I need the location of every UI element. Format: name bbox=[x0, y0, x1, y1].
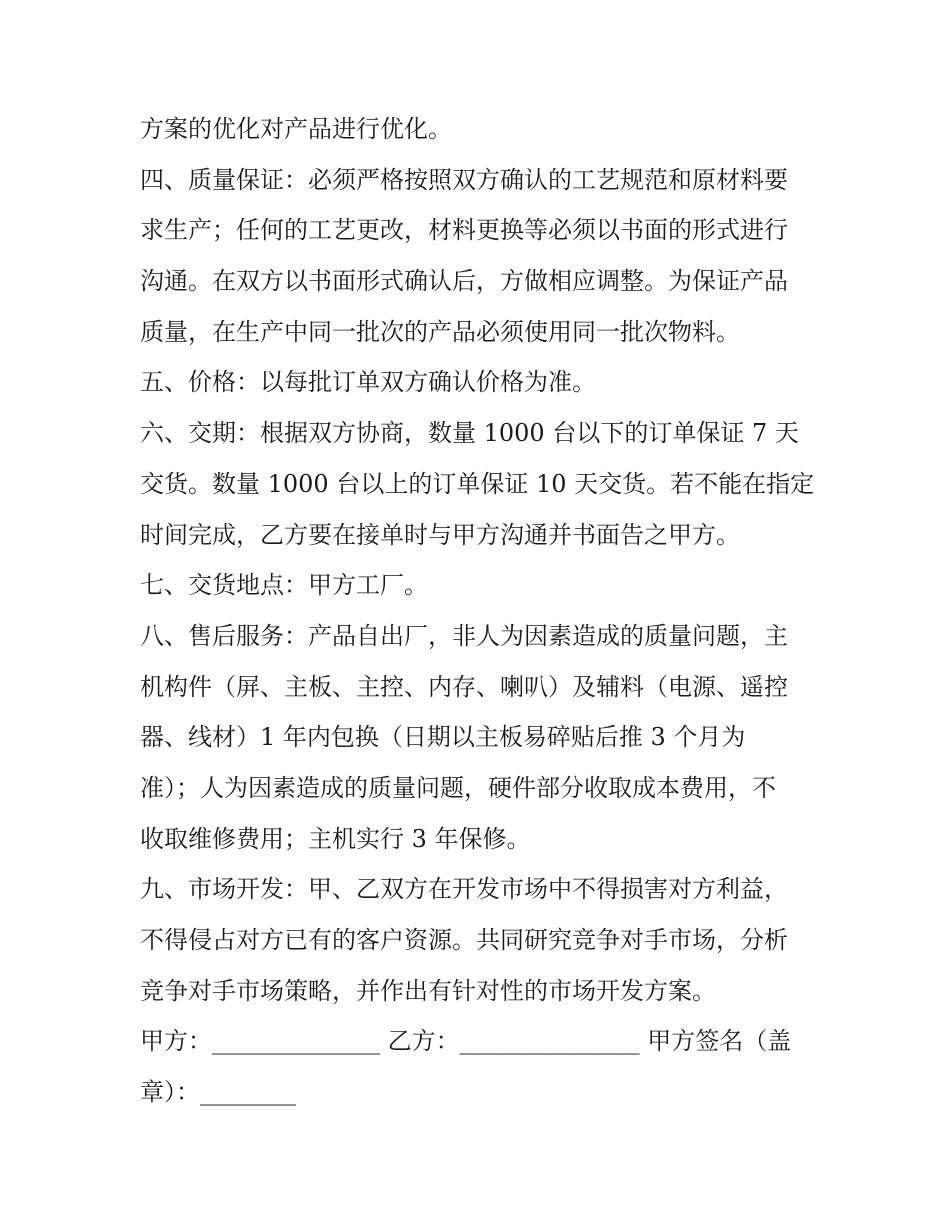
text-line: 交货。数量 1000 台以上的订单保证 10 天交货。若不能在指定 bbox=[140, 469, 815, 498]
section-seven-location: 七、交货地点：甲方工厂。 bbox=[140, 571, 428, 600]
text-line: 求生产；任何的工艺更改，材料更换等必须以书面的形式进行 bbox=[140, 216, 788, 245]
section-nine-market: 九、市场开发：甲、乙双方在开发市场中不得损害对方利益， bbox=[140, 875, 788, 904]
text-line: 竞争对手市场策略，并作出有针对性的市场开发方案。 bbox=[140, 976, 716, 1005]
text-line: 时间完成，乙方要在接单时与甲方沟通并书面告之甲方。 bbox=[140, 520, 740, 549]
text-line: 不得侵占对方已有的客户资源。共同研究竞争对手市场，分析 bbox=[140, 926, 788, 954]
section-six-delivery: 六、交期：根据双方协商，数量 1000 台以下的订单保证 7 天 bbox=[140, 419, 799, 448]
text-line: 收取维修费用；主机实行 3 年保修。 bbox=[140, 824, 531, 853]
document-body bbox=[140, 104, 820, 1118]
text-line: 准）；人为因素造成的质量问题，硬件部分收取成本费用，不 bbox=[140, 773, 776, 802]
signature-line: 甲方：______________ 乙方：_______________ 甲方签名（盖 bbox=[140, 1027, 792, 1056]
section-five-price: 五、价格：以每批订单双方确认价格为准。 bbox=[140, 368, 596, 397]
text-line: 机构件（屏、主板、主控、内存、喇叭）及辅料（电源、遥控 bbox=[140, 672, 788, 701]
text-line: 方案的优化对产品进行优化。 bbox=[140, 115, 452, 143]
section-eight-after-sales: 八、售后服务：产品自出厂，非人为因素造成的质量问题，主 bbox=[140, 621, 788, 650]
signature-line: 章）：________ bbox=[140, 1078, 296, 1107]
text-line: 沟通。在双方以书面形式确认后，方做相应调整。为保证产品 bbox=[140, 267, 788, 296]
section-four-quality: 四、质量保证：必须严格按照双方确认的工艺规范和原材料要 bbox=[140, 165, 788, 194]
text-line: 质量，在生产中同一批次的产品必须使用同一批次物料。 bbox=[140, 317, 740, 346]
text-line: 器、线材）1 年内包换（日期以主板易碎贴后推 3 个月为 bbox=[140, 723, 746, 752]
